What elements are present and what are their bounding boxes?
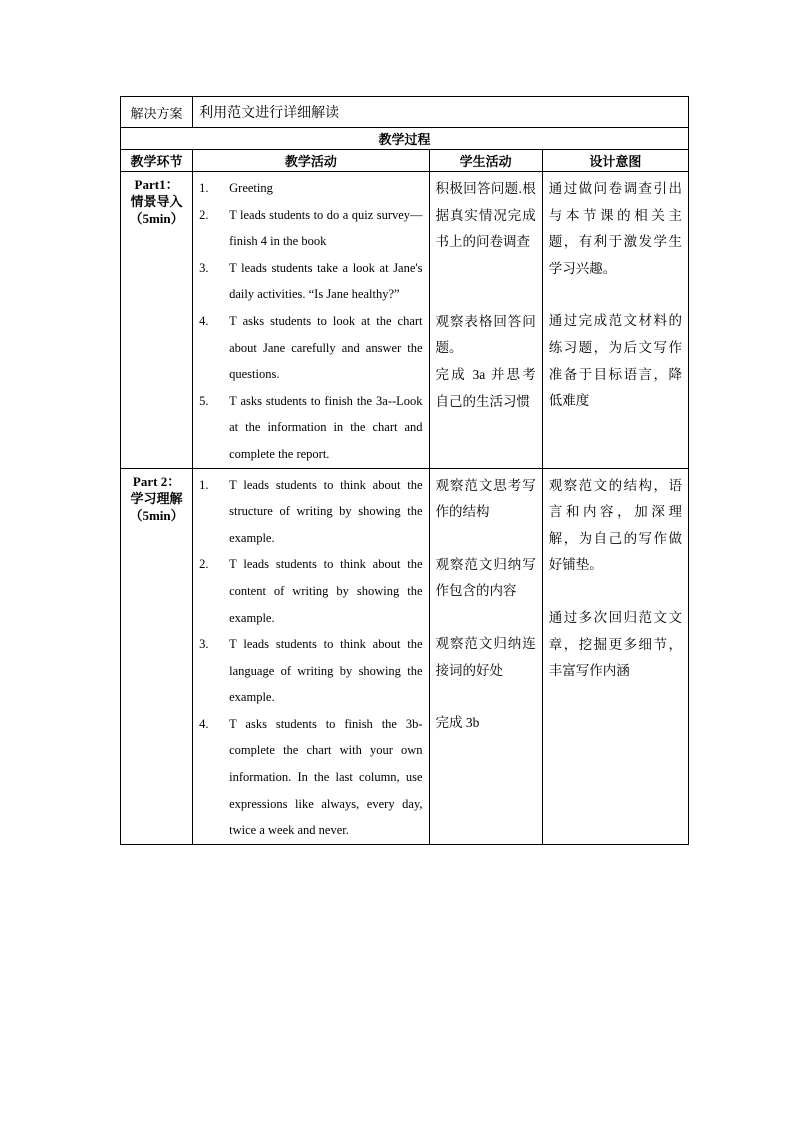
design-intent-text: 通过做问卷调查引出与本节课的相关主题，有利于激发学生学习兴趣。: [548, 181, 682, 276]
student-activity-text: 观察范文归纳写作包含的内容: [435, 556, 536, 599]
item-text: T leads students to think about the structure of writing by showing the example.: [229, 477, 423, 545]
list-item: [199, 202, 422, 255]
item-number: 1.: [199, 477, 209, 492]
item-text: T asks students to look at the chart about Jane carefully and answer the questions.: [229, 313, 423, 382]
item-text: T leads students take a look at Jane's daily activities. “Is Jane healthy?”: [229, 260, 423, 302]
item-number: 4.: [199, 313, 209, 328]
lesson-plan-table: [120, 96, 689, 845]
section-row: [121, 128, 689, 150]
item-number: 1.: [199, 181, 209, 195]
column-header-stage: 教学环节: [121, 150, 193, 172]
column-header-student-activity: 学生活动: [429, 150, 542, 172]
design-intent-text: 观察范文的结构，语言和内容，加深理解，为自己的写作做好铺垫。: [548, 477, 682, 573]
table-row: [121, 468, 689, 844]
list-item: [199, 631, 422, 711]
teacher-activity-cell: [193, 172, 429, 469]
stage-name: 情景导入: [130, 194, 183, 209]
list-item: [199, 255, 422, 308]
item-number: 2.: [199, 557, 209, 572]
item-number: 4.: [199, 716, 209, 731]
item-number: 3.: [199, 637, 209, 652]
stage-cell: [121, 468, 193, 844]
item-text: T asks students to finish the 3a--Look at the information in the chart and complete the report.: [229, 393, 423, 461]
column-header-teacher-activity: 教学活动: [193, 150, 429, 172]
list-item: [199, 388, 422, 468]
item-text: T leads students to think about the language of writing by showing the example.: [229, 637, 423, 705]
list-item: [199, 551, 422, 631]
student-activity-text: 积极回答问题.根据真实情况完成书上的问卷调查: [435, 181, 536, 250]
table-row: [121, 172, 689, 469]
item-text: T leads students to think about the content of writing by showing the example.: [229, 557, 423, 625]
student-activity-cell: [429, 468, 542, 844]
student-activity-text: 观察范文归纳连接词的好处: [435, 635, 536, 678]
teacher-activity-cell: [193, 468, 429, 844]
student-activity-text: 完成 3b: [435, 715, 480, 731]
solution-value: 利用范文进行详细解读: [193, 97, 689, 128]
stage-time: （5min）: [129, 211, 184, 226]
item-number: 3.: [199, 260, 209, 275]
stage-cell: [121, 172, 193, 469]
student-activity-cell: [429, 172, 542, 469]
item-text: Greeting: [229, 181, 273, 195]
item-number: 2.: [199, 207, 209, 222]
item-text: T leads students to do a quiz survey—finish 4 in the book: [229, 207, 423, 249]
list-item: [199, 175, 422, 202]
design-intent-cell: [542, 172, 688, 469]
item-number: 5.: [199, 393, 209, 408]
list-item: [199, 308, 422, 388]
design-intent-text: 通过多次回归范文文章，挖掘更多细节，丰富写作内涵: [548, 609, 682, 679]
student-activity-text: 完成 3a 并思考自己的生活习惯: [435, 366, 536, 409]
section-title: 教学过程: [121, 128, 689, 150]
stage-title: Part 2：: [132, 473, 181, 489]
student-activity-text: 观察范文思考写作的结构: [435, 477, 536, 520]
list-item: [199, 711, 422, 844]
item-text: T asks students to finish the 3b-complete the chart with your own information. In the last column, use expressions like always, every day, twice a week and never.: [229, 716, 423, 838]
stage-name: 学习理解: [130, 490, 183, 506]
stage-title: Part1：: [134, 177, 179, 192]
stage-time: （5min）: [129, 507, 184, 523]
student-activity-text: 观察表格回答问题。: [435, 313, 536, 356]
list-item: [199, 472, 422, 552]
solution-row: [121, 97, 689, 128]
design-intent-text: 通过完成范文材料的练习题，为后文写作准备于目标语言，降低难度: [548, 313, 682, 409]
column-header-design-intent: 设计意图: [542, 150, 688, 172]
column-header-row: [121, 150, 689, 172]
solution-label: 解决方案: [121, 97, 193, 128]
design-intent-cell: [542, 468, 688, 844]
